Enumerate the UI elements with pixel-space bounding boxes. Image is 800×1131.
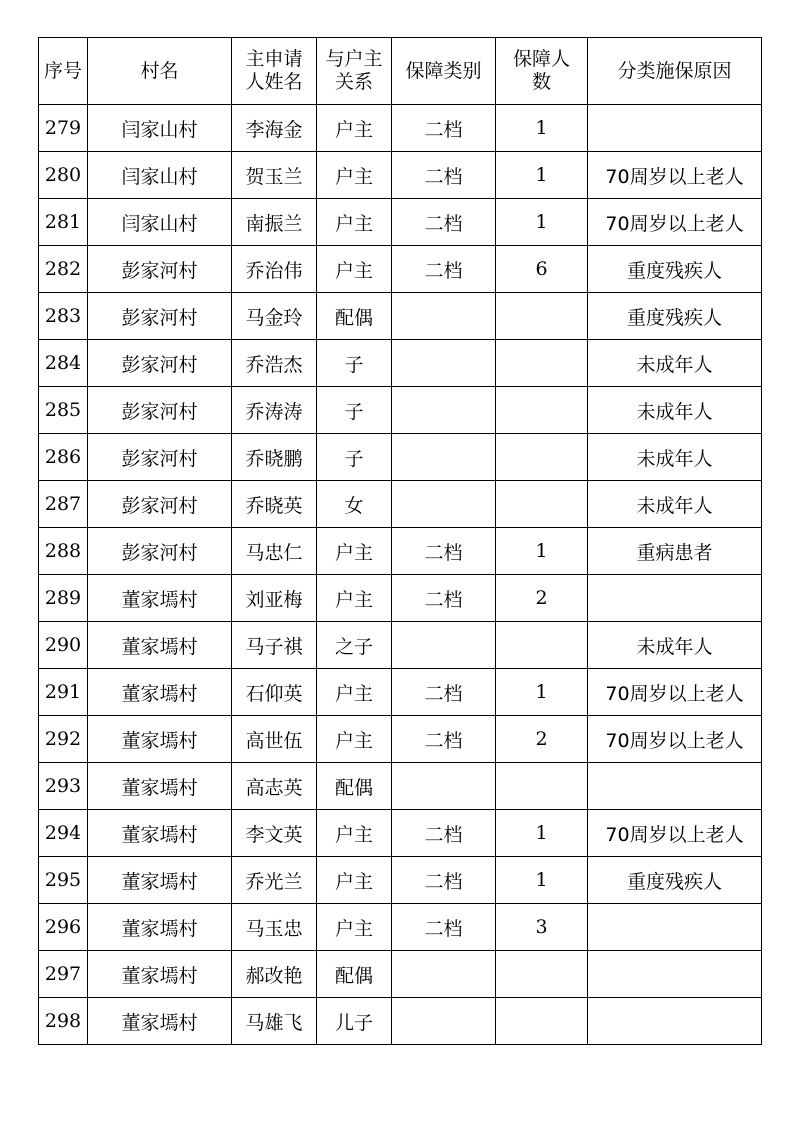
- table-row: [39, 951, 762, 998]
- cell-category: 二档: [392, 669, 496, 716]
- cell-relation: 户主: [317, 716, 392, 763]
- cell-count: 2: [496, 716, 588, 763]
- cell-relation: 配偶: [317, 293, 392, 340]
- cell-village: 董家墕村: [88, 669, 232, 716]
- cell-seq: 292: [39, 716, 88, 763]
- cell-category: [392, 434, 496, 481]
- cell-relation: 子: [317, 387, 392, 434]
- cell-reason: 70周岁以上老人: [588, 716, 762, 763]
- cell-name: 南振兰: [232, 199, 317, 246]
- header-relation: 与户主 关系: [317, 38, 392, 105]
- cell-count: [496, 481, 588, 528]
- cell-relation: 户主: [317, 575, 392, 622]
- cell-category: 二档: [392, 716, 496, 763]
- cell-reason: 重病患者: [588, 528, 762, 575]
- cell-relation: 之子: [317, 622, 392, 669]
- cell-reason: 70周岁以上老人: [588, 152, 762, 199]
- header-count: 保障人 数: [496, 38, 588, 105]
- table-row: [39, 246, 762, 293]
- table-row: [39, 387, 762, 434]
- header-village: 村名: [88, 38, 232, 105]
- cell-seq: 295: [39, 857, 88, 904]
- cell-village: 董家墕村: [88, 857, 232, 904]
- cell-category: 二档: [392, 246, 496, 293]
- cell-seq: 286: [39, 434, 88, 481]
- cell-name: 高志英: [232, 763, 317, 810]
- cell-name: 马金玲: [232, 293, 317, 340]
- table-body: [39, 105, 762, 1045]
- header-category: 保障类别: [392, 38, 496, 105]
- cell-category: 二档: [392, 575, 496, 622]
- cell-village: 董家墕村: [88, 763, 232, 810]
- cell-relation: 子: [317, 340, 392, 387]
- cell-reason: 70周岁以上老人: [588, 669, 762, 716]
- cell-name: 乔光兰: [232, 857, 317, 904]
- cell-village: 董家墕村: [88, 998, 232, 1045]
- cell-category: 二档: [392, 105, 496, 152]
- cell-category: [392, 951, 496, 998]
- cell-category: [392, 998, 496, 1045]
- cell-count: [496, 622, 588, 669]
- cell-count: 1: [496, 199, 588, 246]
- cell-name: 乔治伟: [232, 246, 317, 293]
- cell-reason: [588, 951, 762, 998]
- cell-relation: 户主: [317, 857, 392, 904]
- cell-name: 马雄飞: [232, 998, 317, 1045]
- cell-count: 1: [496, 669, 588, 716]
- table-row: [39, 434, 762, 481]
- cell-reason: [588, 998, 762, 1045]
- cell-village: 彭家河村: [88, 434, 232, 481]
- cell-name: 李文英: [232, 810, 317, 857]
- header-reason: 分类施保原因: [588, 38, 762, 105]
- cell-count: [496, 387, 588, 434]
- cell-count: [496, 340, 588, 387]
- cell-count: 1: [496, 810, 588, 857]
- cell-name: 乔晓鹏: [232, 434, 317, 481]
- cell-seq: 298: [39, 998, 88, 1045]
- cell-name: 乔浩杰: [232, 340, 317, 387]
- cell-category: 二档: [392, 528, 496, 575]
- cell-count: [496, 951, 588, 998]
- cell-category: [392, 622, 496, 669]
- cell-relation: 配偶: [317, 951, 392, 998]
- table-row: [39, 199, 762, 246]
- header-row: [39, 38, 762, 105]
- cell-category: 二档: [392, 199, 496, 246]
- cell-name: 郝改艳: [232, 951, 317, 998]
- cell-village: 董家墕村: [88, 716, 232, 763]
- cell-village: 董家墕村: [88, 951, 232, 998]
- cell-seq: 293: [39, 763, 88, 810]
- cell-relation: 户主: [317, 904, 392, 951]
- cell-count: 3: [496, 904, 588, 951]
- table-row: [39, 669, 762, 716]
- cell-reason: 未成年人: [588, 481, 762, 528]
- table-row: [39, 904, 762, 951]
- cell-category: 二档: [392, 857, 496, 904]
- cell-village: 彭家河村: [88, 246, 232, 293]
- cell-reason: 未成年人: [588, 340, 762, 387]
- table-row: [39, 716, 762, 763]
- table-row: [39, 998, 762, 1045]
- cell-reason: 重度残疾人: [588, 293, 762, 340]
- cell-seq: 287: [39, 481, 88, 528]
- cell-count: [496, 434, 588, 481]
- cell-village: 彭家河村: [88, 387, 232, 434]
- cell-reason: [588, 105, 762, 152]
- cell-seq: 288: [39, 528, 88, 575]
- cell-seq: 294: [39, 810, 88, 857]
- cell-count: 1: [496, 105, 588, 152]
- cell-seq: 289: [39, 575, 88, 622]
- cell-village: 闫家山村: [88, 105, 232, 152]
- cell-village: 彭家河村: [88, 528, 232, 575]
- table-row: [39, 622, 762, 669]
- cell-count: 6: [496, 246, 588, 293]
- table-row: [39, 857, 762, 904]
- cell-count: 1: [496, 857, 588, 904]
- cell-relation: 户主: [317, 246, 392, 293]
- cell-seq: 280: [39, 152, 88, 199]
- table-row: [39, 763, 762, 810]
- cell-reason: 70周岁以上老人: [588, 810, 762, 857]
- cell-category: 二档: [392, 810, 496, 857]
- cell-village: 董家墕村: [88, 904, 232, 951]
- cell-relation: 户主: [317, 669, 392, 716]
- cell-reason: [588, 575, 762, 622]
- table-row: [39, 481, 762, 528]
- cell-seq: 279: [39, 105, 88, 152]
- cell-name: 贺玉兰: [232, 152, 317, 199]
- cell-seq: 296: [39, 904, 88, 951]
- cell-relation: 户主: [317, 152, 392, 199]
- cell-seq: 281: [39, 199, 88, 246]
- cell-category: [392, 763, 496, 810]
- table-row: [39, 810, 762, 857]
- cell-name: 高世伍: [232, 716, 317, 763]
- table-row: [39, 340, 762, 387]
- cell-village: 彭家河村: [88, 293, 232, 340]
- table-header: [39, 38, 762, 105]
- cell-count: [496, 293, 588, 340]
- header-applicant: 主申请 人姓名: [232, 38, 317, 105]
- cell-name: 乔晓英: [232, 481, 317, 528]
- cell-category: [392, 340, 496, 387]
- cell-relation: 户主: [317, 105, 392, 152]
- cell-name: 刘亚梅: [232, 575, 317, 622]
- cell-reason: [588, 763, 762, 810]
- cell-seq: 282: [39, 246, 88, 293]
- cell-category: [392, 387, 496, 434]
- cell-relation: 户主: [317, 528, 392, 575]
- cell-reason: [588, 904, 762, 951]
- cell-count: [496, 998, 588, 1045]
- cell-name: 乔涛涛: [232, 387, 317, 434]
- table-row: [39, 528, 762, 575]
- cell-count: 1: [496, 152, 588, 199]
- cell-relation: 户主: [317, 810, 392, 857]
- cell-reason: 70周岁以上老人: [588, 199, 762, 246]
- cell-category: [392, 293, 496, 340]
- cell-seq: 283: [39, 293, 88, 340]
- cell-count: [496, 763, 588, 810]
- cell-name: 石仰英: [232, 669, 317, 716]
- cell-reason: 重度残疾人: [588, 246, 762, 293]
- cell-reason: 未成年人: [588, 434, 762, 481]
- cell-category: [392, 481, 496, 528]
- cell-name: 李海金: [232, 105, 317, 152]
- cell-count: 2: [496, 575, 588, 622]
- cell-village: 彭家河村: [88, 340, 232, 387]
- cell-count: 1: [496, 528, 588, 575]
- cell-relation: 配偶: [317, 763, 392, 810]
- cell-relation: 子: [317, 434, 392, 481]
- cell-village: 闫家山村: [88, 152, 232, 199]
- table-row: [39, 152, 762, 199]
- cell-relation: 儿子: [317, 998, 392, 1045]
- cell-seq: 297: [39, 951, 88, 998]
- cell-village: 董家墕村: [88, 810, 232, 857]
- cell-village: 彭家河村: [88, 481, 232, 528]
- cell-village: 董家墕村: [88, 575, 232, 622]
- cell-seq: 291: [39, 669, 88, 716]
- cell-reason: 重度残疾人: [588, 857, 762, 904]
- cell-relation: 户主: [317, 199, 392, 246]
- table-row: [39, 293, 762, 340]
- cell-village: 闫家山村: [88, 199, 232, 246]
- cell-name: 马子祺: [232, 622, 317, 669]
- table-row: [39, 575, 762, 622]
- assistance-roster-table: [38, 37, 762, 1045]
- cell-seq: 284: [39, 340, 88, 387]
- cell-name: 马忠仁: [232, 528, 317, 575]
- cell-village: 董家墕村: [88, 622, 232, 669]
- cell-seq: 285: [39, 387, 88, 434]
- header-seq: 序号: [39, 38, 88, 105]
- table-row: [39, 105, 762, 152]
- cell-category: 二档: [392, 904, 496, 951]
- cell-reason: 未成年人: [588, 622, 762, 669]
- cell-relation: 女: [317, 481, 392, 528]
- cell-seq: 290: [39, 622, 88, 669]
- cell-name: 马玉忠: [232, 904, 317, 951]
- cell-reason: 未成年人: [588, 387, 762, 434]
- cell-category: 二档: [392, 152, 496, 199]
